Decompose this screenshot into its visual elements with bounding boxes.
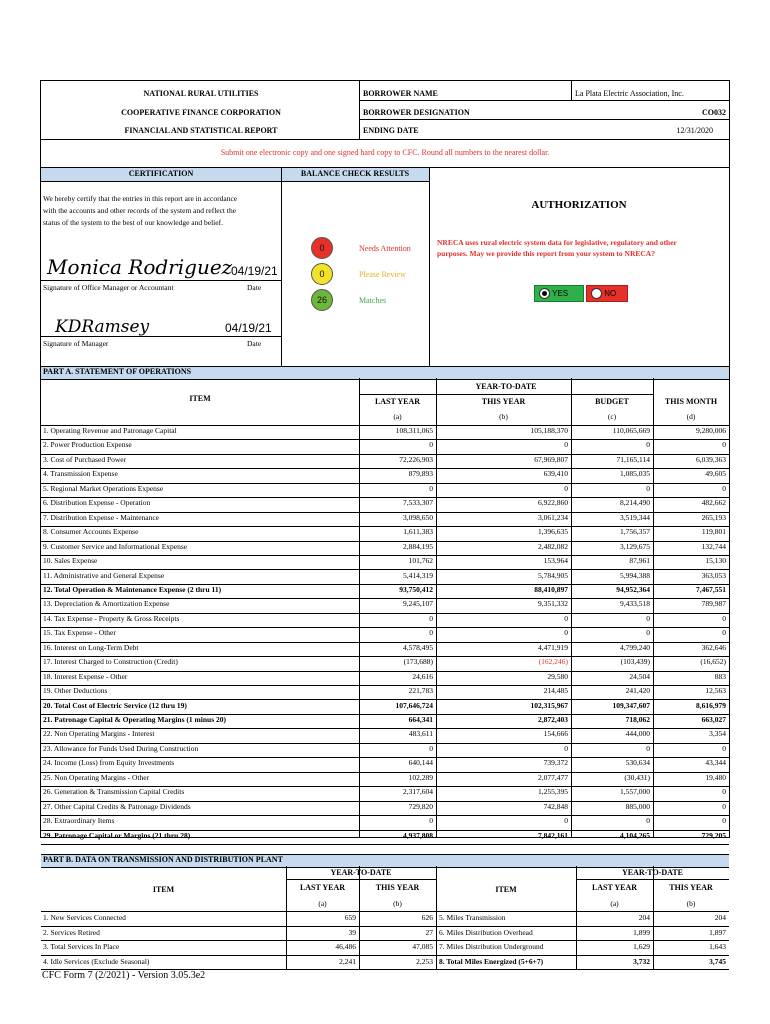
- row-this-year-value: 102,315,967: [530, 700, 568, 710]
- row-item-label: 17. Interest Charged to Construction (Credit): [43, 657, 178, 667]
- part-a-item-header: ITEM: [189, 394, 211, 403]
- row-last-year-value: 5,414,319: [403, 570, 433, 580]
- no-radio-icon: [591, 288, 602, 299]
- org-line-2: COOPERATIVE FINANCE CORPORATION: [121, 108, 281, 117]
- row-this-year-value: 0: [564, 483, 568, 493]
- row-last-year-value: 1,611,383: [403, 527, 433, 537]
- row-this-year-value: 204: [714, 913, 726, 922]
- row-budget-value: 0: [646, 440, 650, 450]
- part-b-left-this-year: THIS YEAR: [375, 883, 420, 892]
- row-this-year-value: 5,784,905: [538, 570, 568, 580]
- financial-report-form: [40, 80, 730, 966]
- table-row: [41, 700, 729, 715]
- row-item-label: 28. Extraordinary Items: [43, 816, 115, 826]
- row-this-year-value: 9,351,332: [538, 599, 568, 609]
- row-this-month-value: 12,563: [705, 686, 726, 696]
- row-last-year-value: 0: [429, 816, 433, 826]
- row-this-year-value: 27: [425, 927, 433, 937]
- row-this-month-value: 729,205: [701, 830, 726, 840]
- row-item-label: 3. Total Services In Place: [43, 942, 120, 952]
- row-last-year-value: 24,616: [412, 671, 433, 681]
- row-item-label: 5. Miles Transmission: [439, 913, 506, 922]
- row-budget-value: 0: [646, 613, 650, 623]
- row-last-year-value: 4,578,495: [403, 642, 433, 652]
- no-label: NO: [604, 289, 617, 298]
- row-last-year-value: 483,611: [408, 729, 433, 739]
- table-row: [41, 642, 729, 657]
- row-this-month-value: 362,646: [701, 642, 726, 652]
- please-review-label: Please Review: [359, 270, 406, 279]
- table-row: [41, 555, 729, 570]
- row-last-year-value: 2,317,604: [403, 787, 433, 797]
- row-this-month-value: 15,130: [705, 556, 726, 566]
- table-row: [41, 743, 729, 758]
- row-item-label: 8. Consumer Accounts Expense: [43, 527, 139, 537]
- row-last-year-value: 729,820: [408, 801, 433, 811]
- row-last-year-value: 1,629: [633, 942, 650, 952]
- table-row: [41, 911, 729, 927]
- row-last-year-value: (173,688): [403, 657, 433, 667]
- row-last-year-value: 659: [344, 913, 356, 922]
- cert-text-1: We hereby certify that the entries in this report are in accordance: [43, 194, 238, 203]
- row-this-year-value: 2,253: [416, 956, 433, 966]
- row-budget-value: 24,504: [629, 671, 650, 681]
- row-this-year-value: 0: [564, 613, 568, 623]
- row-last-year-value: 7,533,307: [403, 498, 433, 508]
- part-a-title: PART A. STATEMENT OF OPERATIONS: [43, 367, 192, 376]
- row-this-year-value: 626: [421, 913, 433, 922]
- row-last-year-value: 640,144: [408, 758, 433, 768]
- cert-text-3: status of the system to the best of our knowledge and belief.: [43, 218, 223, 227]
- office-manager-signature-label: Signature of Office Manager or Accountant: [43, 283, 174, 292]
- row-last-year-value: 2,241: [339, 956, 356, 966]
- borrower-designation-value: CO032: [702, 108, 726, 117]
- row-last-year-value: 0: [429, 613, 433, 623]
- part-b-item-header-right: ITEM: [495, 885, 517, 894]
- form-version-footer: CFC Form 7 (2/2021) - Version 3.05.3e2: [42, 970, 206, 981]
- row-this-year-value: 1,255,395: [538, 787, 568, 797]
- table-row: [41, 425, 729, 440]
- table-row: [41, 830, 729, 845]
- row-item-label: 4. Idle Services (Exclude Seasonal): [43, 956, 150, 966]
- row-budget-value: 94,952,364: [616, 584, 650, 594]
- manager-sign-date: 04/19/21: [225, 321, 272, 335]
- part-b-left-last-year: LAST YEAR: [299, 883, 346, 892]
- row-budget-value: 1,557,000: [620, 787, 650, 797]
- row-item-label: 1. Operating Revenue and Patronage Capital: [43, 426, 177, 435]
- part-b-item-header-left: ITEM: [152, 885, 175, 894]
- row-item-label: 14. Tax Expense - Property & Gross Receipts: [43, 613, 180, 623]
- authorization-text-1: NRECA uses rural electric system data for legislative, regulatory and other: [437, 238, 677, 247]
- ending-date-label: ENDING DATE: [363, 126, 419, 135]
- row-item-label: 2. Services Retired: [43, 927, 100, 937]
- balance-check-title: BALANCE CHECK RESULTS: [300, 169, 410, 178]
- row-this-month-value: 0: [722, 628, 726, 638]
- row-last-year-value: 107,646,724: [395, 700, 433, 710]
- row-this-month-value: 883: [714, 671, 726, 681]
- yes-label: YES: [552, 289, 569, 298]
- table-row: [41, 584, 729, 599]
- row-this-year-value: 2,872,403: [538, 715, 568, 724]
- row-budget-value: 1,756,357: [620, 527, 650, 537]
- row-item-label: 18. Interest Expense - Other: [43, 671, 128, 681]
- row-item-label: 7. Miles Distribution Underground: [439, 942, 544, 952]
- row-item-label: 11. Administrative and General Expense: [43, 570, 165, 580]
- row-this-year-value: (162,246): [538, 657, 568, 667]
- part-b-right-col-b: (b): [686, 899, 696, 908]
- row-budget-value: 71,165,114: [616, 454, 650, 464]
- authorization-title: AUTHORIZATION: [531, 199, 627, 211]
- row-this-month-value: 0: [722, 613, 726, 623]
- row-this-year-value: 639,410: [543, 469, 568, 479]
- row-last-year-value: 3,732: [633, 956, 650, 966]
- authorization-no-option[interactable]: [586, 285, 628, 302]
- table-row: [41, 786, 729, 801]
- table-row: [41, 772, 729, 787]
- row-item-label: 5. Regional Market Operations Expense: [43, 483, 164, 493]
- row-this-year-value: 7,842,161: [538, 830, 568, 840]
- table-row: [41, 671, 729, 686]
- row-this-year-value: 214,485: [543, 686, 568, 696]
- yes-radio-icon: [539, 288, 550, 299]
- row-budget-value: 0: [646, 628, 650, 638]
- row-this-month-value: 265,193: [701, 512, 726, 522]
- table-row: [41, 656, 729, 671]
- row-item-label: 1. New Services Connected: [43, 913, 126, 922]
- row-item-label: 6. Miles Distribution Overhead: [439, 927, 533, 937]
- row-budget-value: 241,420: [625, 686, 650, 696]
- authorization-yes-option[interactable]: [534, 285, 584, 302]
- row-item-label: 23. Allowance for Funds Used During Construction: [43, 743, 199, 753]
- row-last-year-value: 39: [348, 927, 356, 937]
- part-a-col-c: (c): [607, 412, 617, 421]
- row-item-label: 24. Income (Loss) from Equity Investments: [43, 758, 175, 768]
- part-a-col-this-month: THIS MONTH: [664, 397, 718, 406]
- row-last-year-value: 108,311,065: [395, 426, 433, 435]
- row-this-year-value: 0: [564, 816, 568, 826]
- row-last-year-value: 4,937,808: [403, 830, 433, 840]
- part-b-left-col-a: (a): [318, 899, 327, 908]
- row-last-year-value: 879,893: [408, 469, 433, 479]
- row-last-year-value: 46,486: [335, 942, 356, 952]
- row-last-year-value: 0: [429, 440, 433, 450]
- row-this-month-value: 19,480: [705, 772, 726, 782]
- table-row: [41, 714, 729, 729]
- authorization-text-2: purposes. May we provide this report from your system to NRECA?: [437, 249, 655, 258]
- row-budget-value: 87,961: [629, 556, 650, 566]
- row-item-label: 15. Tax Expense - Other: [43, 628, 116, 638]
- row-last-year-value: 101,762: [408, 556, 433, 566]
- row-this-year-value: 88,410,897: [534, 584, 568, 594]
- row-this-month-value: 43,344: [705, 758, 726, 768]
- row-this-month-value: 663,027: [701, 715, 726, 724]
- table-row: [41, 541, 729, 556]
- table-row: [41, 685, 729, 700]
- date-label-1: Date: [247, 283, 262, 292]
- part-b-ytd-header-right: YEAR-TO-DATE: [621, 868, 684, 877]
- table-row: [41, 728, 729, 743]
- part-a-col-this-year: THIS YEAR: [481, 397, 526, 406]
- row-item-label: 22. Non Operating Margins - Interest: [43, 729, 155, 739]
- row-last-year-value: 0: [429, 483, 433, 493]
- row-this-month-value: 49,605: [705, 469, 726, 479]
- table-row: [41, 955, 729, 971]
- row-budget-value: 718,062: [625, 715, 650, 724]
- row-budget-value: 885,000: [625, 801, 650, 811]
- row-item-label: 25. Non Operating Margins - Other: [43, 772, 150, 782]
- row-this-month-value: 0: [722, 440, 726, 450]
- row-this-year-value: 0: [564, 628, 568, 638]
- row-this-year-value: 0: [564, 743, 568, 753]
- part-a-col-b: (b): [499, 412, 508, 421]
- row-item-label: 12. Total Operation & Maintenance Expense (2 thru 11): [43, 584, 222, 594]
- table-row: [41, 439, 729, 454]
- row-item-label: 8. Total Miles Energized (5+6+7): [439, 956, 544, 966]
- row-this-month-value: 0: [722, 816, 726, 826]
- row-budget-value: (103,439): [620, 657, 650, 667]
- row-item-label: 3. Cost of Purchased Power: [43, 454, 127, 464]
- table-row: [41, 497, 729, 512]
- table-row: [41, 570, 729, 585]
- table-row: [41, 757, 729, 772]
- row-item-label: 26. Generation & Transmission Capital Credits: [43, 787, 185, 797]
- row-budget-value: 444,000: [625, 729, 650, 739]
- row-budget-value: 0: [646, 816, 650, 826]
- borrower-name-label: BORROWER NAME: [363, 89, 438, 98]
- office-manager-signature: Monica Rodriguez: [47, 255, 233, 279]
- row-last-year-value: 2,884,195: [403, 541, 433, 551]
- ending-date-value: 12/31/2020: [676, 126, 713, 135]
- table-row: [41, 926, 729, 942]
- table-row: [41, 454, 729, 469]
- row-budget-value: 530,634: [625, 758, 650, 768]
- row-budget-value: 3,129,675: [620, 541, 650, 551]
- row-budget-value: 109,347,607: [612, 700, 650, 710]
- matches-label: Matches: [359, 296, 387, 305]
- table-row: [41, 801, 729, 816]
- row-this-year-value: 153,964: [543, 556, 568, 566]
- table-row: [41, 815, 729, 830]
- row-last-year-value: 0: [429, 628, 433, 638]
- row-item-label: 2. Power Production Expense: [43, 440, 132, 450]
- certification-title: CERTIFICATION: [128, 169, 194, 178]
- needs-attention-label: Needs Attention: [359, 244, 411, 253]
- row-last-year-value: 0: [429, 743, 433, 753]
- row-budget-value: (30,431): [624, 772, 650, 782]
- row-last-year-value: 664,341: [408, 715, 433, 724]
- row-this-year-value: 154,666: [543, 729, 568, 739]
- row-budget-value: 9,433,518: [620, 599, 650, 609]
- row-this-year-value: 3,745: [709, 956, 726, 966]
- table-row: [41, 483, 729, 498]
- part-a-col-budget: BUDGET: [595, 397, 629, 406]
- row-this-year-value: 2,482,082: [538, 541, 568, 551]
- date-label-2: Date: [247, 339, 262, 348]
- row-this-month-value: (16,652): [700, 657, 726, 667]
- part-b-left-col-b: (b): [393, 899, 402, 908]
- row-last-year-value: 93,750,412: [399, 584, 433, 594]
- row-this-month-value: 8,616,979: [696, 700, 726, 710]
- table-row: [41, 598, 729, 613]
- row-item-label: 7. Distribution Expense - Maintenance: [43, 512, 160, 522]
- row-budget-value: 5,994,388: [620, 570, 650, 580]
- cert-text-2: with the accounts and other records of the system and reflect the: [43, 206, 237, 215]
- row-this-year-value: 1,643: [709, 942, 726, 952]
- row-this-month-value: 0: [722, 801, 726, 811]
- part-a-col-a: (a): [393, 412, 402, 421]
- manager-signature: KDRamsey: [55, 317, 150, 337]
- row-this-month-value: 7,467,551: [696, 584, 726, 594]
- row-budget-value: 8,214,490: [620, 498, 650, 508]
- row-this-year-value: 6,922,860: [538, 498, 568, 508]
- row-item-label: 21. Patronage Capital & Operating Margins (1 minus 20): [43, 715, 226, 724]
- part-b-ytd-header-left: YEAR-TO-DATE: [330, 868, 392, 877]
- instruction-text: Submit one electronic copy and one signed hard copy to CFC. Round all numbers to the nearest dollar.: [220, 148, 550, 157]
- row-this-month-value: 119,801: [701, 527, 726, 537]
- org-line-3: FINANCIAL AND STATISTICAL REPORT: [124, 126, 278, 135]
- row-this-year-value: 3,061,234: [538, 512, 568, 522]
- row-last-year-value: 204: [638, 913, 650, 922]
- row-this-year-value: 1,396,635: [538, 527, 568, 537]
- row-budget-value: 110,065,669: [612, 426, 650, 435]
- row-last-year-value: 1,899: [633, 927, 650, 937]
- row-budget-value: 4,104,265: [620, 830, 650, 840]
- row-last-year-value: 3,098,650: [403, 512, 433, 522]
- row-item-label: 29. Patronage Capital or Margins (21 thru 28): [43, 830, 191, 840]
- row-item-label: 6. Distribution Expense - Operation: [43, 498, 151, 508]
- row-this-month-value: 9,280,006: [696, 426, 726, 435]
- part-b-right-last-year: LAST YEAR: [591, 883, 638, 892]
- row-budget-value: 4,799,240: [620, 642, 650, 652]
- table-row: [41, 526, 729, 541]
- borrower-name-value: La Plata Electric Association, Inc.: [575, 89, 684, 98]
- row-this-month-value: 3,354: [709, 729, 726, 739]
- row-this-year-value: 0: [564, 440, 568, 450]
- row-budget-value: 0: [646, 743, 650, 753]
- manager-signature-label: Signature of Manager: [43, 339, 109, 348]
- row-item-label: 10. Sales Expense: [43, 556, 98, 566]
- please-review-indicator: 0: [311, 263, 333, 285]
- row-item-label: 4. Transmission Expense: [43, 469, 118, 479]
- row-budget-value: 1,085,035: [620, 469, 650, 479]
- part-b-title: PART B. DATA ON TRANSMISSION AND DISTRIBUTION PLANT: [43, 855, 283, 864]
- office-manager-sign-date: 04/19/21: [231, 264, 278, 278]
- part-a-col-d: (d): [686, 412, 696, 421]
- row-item-label: 9. Customer Service and Informational Expense: [43, 541, 188, 551]
- row-this-month-value: 789,987: [701, 599, 726, 609]
- row-this-year-value: 4,471,919: [538, 642, 568, 652]
- row-item-label: 13. Depreciation & Amortization Expense: [43, 599, 170, 609]
- row-this-year-value: 2,077,477: [538, 772, 568, 782]
- row-last-year-value: 102,289: [408, 772, 433, 782]
- row-item-label: 16. Interest on Long-Term Debt: [43, 642, 139, 652]
- borrower-designation-label: BORROWER DESIGNATION: [363, 108, 470, 117]
- row-this-year-value: 105,188,370: [530, 426, 568, 435]
- matches-indicator: 26: [311, 289, 333, 311]
- part-a-ytd-header: YEAR-TO-DATE: [475, 382, 537, 391]
- row-last-year-value: 9,245,107: [403, 599, 433, 609]
- row-budget-value: 0: [646, 483, 650, 493]
- row-this-month-value: 0: [722, 787, 726, 797]
- row-this-year-value: 1,897: [709, 927, 726, 937]
- table-row: [41, 512, 729, 527]
- row-item-label: 20. Total Cost of Electric Service (12 thru 19): [43, 700, 187, 710]
- row-this-month-value: 132,744: [701, 541, 726, 551]
- row-this-year-value: 742,848: [543, 801, 568, 811]
- table-row: [41, 613, 729, 628]
- part-a-col-last-year: LAST YEAR: [374, 397, 421, 406]
- table-row: [41, 627, 729, 642]
- part-b-right-col-a: (a): [610, 899, 619, 908]
- row-this-year-value: 29,580: [547, 671, 568, 681]
- org-line-1: NATIONAL RURAL UTILITIES: [143, 89, 259, 98]
- row-this-year-value: 47,085: [412, 942, 433, 952]
- row-this-month-value: 482,662: [701, 498, 726, 508]
- row-this-year-value: 67,969,807: [534, 454, 568, 464]
- row-item-label: 27. Other Capital Credits & Patronage Dividends: [43, 801, 191, 811]
- row-last-year-value: 72,226,903: [399, 454, 433, 464]
- row-this-month-value: 0: [722, 743, 726, 753]
- needs-attention-indicator: 0: [311, 237, 333, 259]
- row-budget-value: 3,519,344: [620, 512, 650, 522]
- row-item-label: 19. Other Deductions: [43, 686, 108, 696]
- row-last-year-value: 221,783: [408, 686, 433, 696]
- row-this-month-value: 6,039,363: [696, 454, 726, 464]
- table-row: [41, 468, 729, 483]
- part-b-right-this-year: THIS YEAR: [669, 883, 713, 892]
- row-this-month-value: 0: [722, 483, 726, 493]
- row-this-year-value: 739,372: [543, 758, 568, 768]
- table-row: [41, 940, 729, 956]
- row-this-month-value: 363,053: [701, 570, 726, 580]
